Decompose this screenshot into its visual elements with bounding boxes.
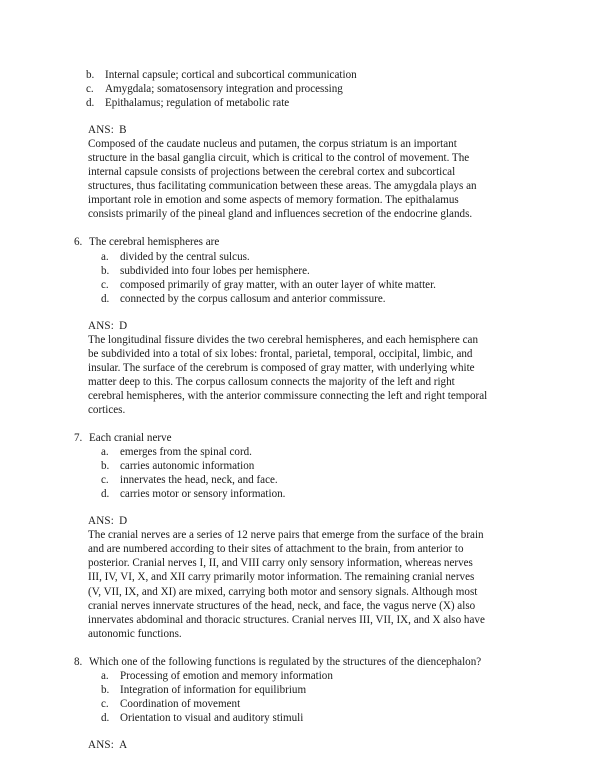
option-marker: d. [101, 711, 110, 724]
rationale-line: posterior. Cranial nerves I, II, and VIII carry only sensory information, whereas nerves [88, 557, 473, 570]
answer-value: D [119, 319, 128, 332]
option-text: carries motor or sensory information. [120, 488, 286, 501]
question-number: 8. [74, 655, 83, 668]
question-7-options [89, 445, 523, 501]
list-item [74, 96, 523, 110]
rationale-line: internal capsule consists of projections between the cerebral cortex and subcortical [88, 166, 456, 179]
rationale-line: important role in emotion and some aspects of memory formation. The epithalamus [88, 194, 459, 207]
rationale-line: (V, VII, IX, and XI) are mixed, carrying both motor and sensory signals. Although most [88, 585, 478, 598]
answer-block [74, 514, 523, 640]
option-marker: b. [101, 683, 110, 696]
answer-line [88, 514, 523, 528]
list-item [89, 292, 523, 306]
question-number: 6. [74, 236, 83, 249]
list-item [89, 711, 523, 725]
list-item [89, 264, 523, 278]
answer-block [74, 123, 523, 221]
list-item [89, 669, 523, 683]
answer-value: D [119, 515, 128, 528]
option-text: Orientation to visual and auditory stimuli [120, 711, 304, 724]
option-marker: c. [101, 278, 109, 291]
question-6 [74, 235, 523, 305]
option-text: Amygdala; somatosensory integration and processing [105, 83, 343, 96]
option-text: Epithalamus; regulation of metabolic rate [105, 97, 290, 110]
question-5-options-continued [74, 68, 523, 110]
rationale-line: structures, thus facilitating communication between these areas. The amygdala plays an [88, 180, 477, 193]
option-marker: a. [101, 446, 109, 459]
list-item [89, 459, 523, 473]
list-item [89, 683, 523, 697]
answer-rationale [88, 333, 523, 417]
list-item [74, 82, 523, 96]
rationale-line: cortices. [88, 403, 126, 416]
option-marker: a. [101, 669, 109, 682]
document-body [74, 68, 523, 752]
option-marker: d. [101, 488, 110, 501]
option-marker: c. [101, 697, 109, 710]
rationale-line: Composed of the caudate nucleus and putamen, the corpus striatum is an important [88, 138, 457, 151]
option-text: innervates the head, neck, and face. [120, 474, 278, 487]
rationale-line: innervates abdominal and thoracic structures. Cranial nerves III, VII, IX, and X also have [88, 613, 485, 626]
list-item [89, 473, 523, 487]
option-text: carries autonomic information [120, 460, 255, 473]
rationale-line: III, IV, VI, X, and XII carry primarily motor information. The remaining cranial nerves [88, 571, 475, 584]
rationale-line: The longitudinal fissure divides the two cerebral hemispheres, and each hemisphere can [88, 333, 478, 346]
question-stem: Which one of the following functions is regulated by the structures of the diencephalon? [89, 655, 482, 668]
question-8-options [89, 669, 523, 725]
answer-block [74, 738, 523, 752]
answer-value: A [119, 738, 128, 751]
option-text: divided by the central sulcus. [120, 250, 250, 263]
option-marker: c. [101, 474, 109, 487]
question-7 [74, 431, 523, 501]
option-text: Processing of emotion and memory information [120, 669, 333, 682]
rationale-line: The cranial nerves are a series of 12 nerve pairs that emerge from the surface of the brain [88, 529, 484, 542]
answer-line [88, 738, 523, 752]
answer-rationale [88, 528, 523, 640]
option-marker: b. [86, 69, 95, 81]
answer-label: ANS: [88, 319, 115, 332]
answer-block [74, 319, 523, 417]
rationale-line: cerebral hemispheres, with the anterior commissure connecting the left and right temporal [88, 389, 488, 402]
option-text: subdivided into four lobes per hemisphere. [120, 264, 310, 277]
answer-rationale [88, 137, 523, 221]
question-number: 7. [74, 432, 83, 445]
option-text: Internal capsule; cortical and subcortical communication [105, 69, 357, 81]
list-item [89, 278, 523, 292]
option-marker: d. [86, 97, 95, 110]
answer-line [88, 123, 523, 137]
rationale-line: and are numbered according to their sites of attachment to the brain, from anterior to [88, 543, 464, 556]
rationale-line: consists primarily of the pineal gland and influences secretion of the endocrine glands. [88, 208, 473, 221]
answer-label: ANS: [88, 124, 115, 137]
option-text: Coordination of movement [120, 697, 241, 710]
rationale-line: insular. The surface of the cerebrum is composed of gray matter, with underlying white [88, 361, 475, 374]
option-marker: b. [101, 460, 110, 473]
option-marker: c. [86, 83, 94, 96]
rationale-line: be subdivided into a total of six lobes: frontal, parietal, temporal, occipital, limbic, and [88, 347, 473, 360]
list-item [89, 697, 523, 711]
option-marker: b. [101, 264, 110, 277]
question-6-options [89, 250, 523, 306]
answer-line [88, 319, 523, 333]
rationale-line: structure in the basal ganglia circuit, which is critical to the control of movement. The [88, 152, 470, 165]
list-item [74, 68, 523, 82]
option-text: emerges from the spinal cord. [120, 446, 252, 459]
option-text: Integration of information for equilibrium [120, 683, 307, 696]
question-8 [74, 655, 523, 725]
answer-value: B [119, 124, 127, 137]
list-item [89, 487, 523, 501]
list-item [89, 445, 523, 459]
question-stem: The cerebral hemispheres are [89, 236, 220, 249]
question-stem: Each cranial nerve [89, 432, 172, 445]
list-item [89, 250, 523, 264]
answer-label: ANS: [88, 738, 115, 751]
option-text: composed primarily of gray matter, with an outer layer of white matter. [120, 278, 436, 291]
answer-label: ANS: [88, 515, 115, 528]
option-marker: a. [101, 250, 109, 263]
option-marker: d. [101, 292, 110, 305]
rationale-line: autonomic functions. [88, 627, 182, 640]
option-text: connected by the corpus callosum and anterior commissure. [120, 292, 386, 305]
rationale-line: matter deep to this. The corpus callosum connects the majority of the left and right [88, 375, 455, 388]
rationale-line: cranial nerves innervate structures of the head, neck, and face, the vagus nerve (X) also [88, 599, 476, 612]
